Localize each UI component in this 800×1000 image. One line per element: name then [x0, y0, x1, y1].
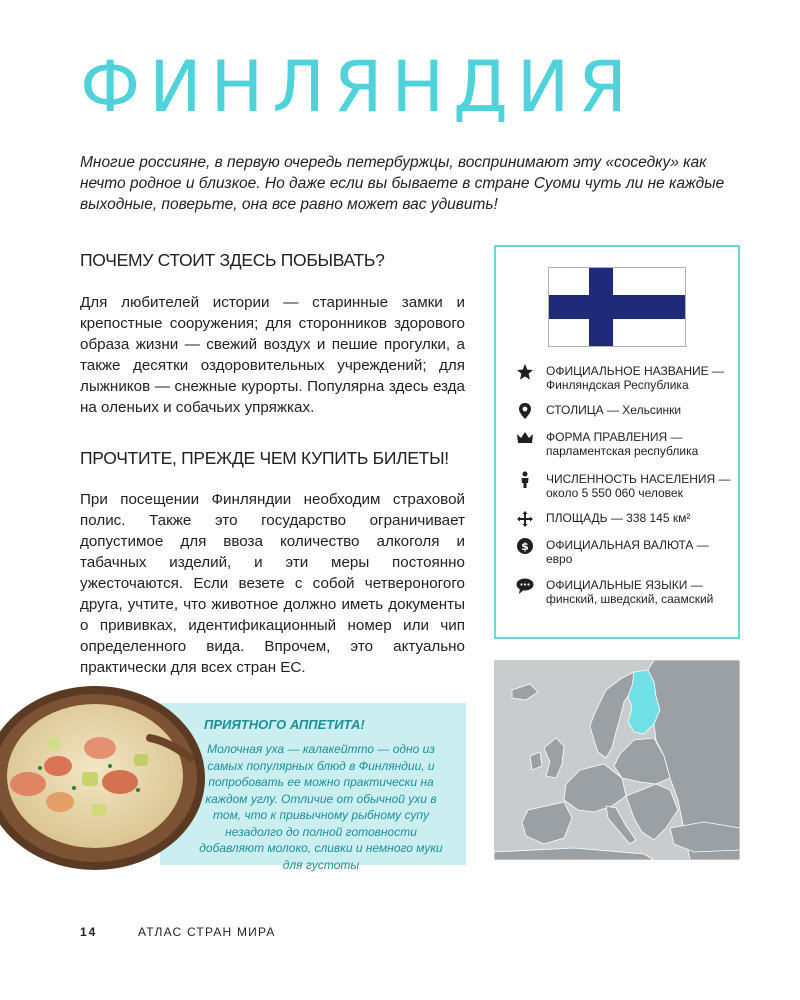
europe-map [494, 660, 740, 860]
intro-paragraph: Многие россияне, в первую очередь петербуржцы, воспринимают эту «соседку» как нечто родное и близкое. Но даже если вы бываете в стране Суоми чуть ли не каждые выходные, поверьте, она все равно может вас удивить! [80, 154, 725, 213]
country-facts-box [494, 245, 740, 639]
section-heading-why-visit: ПОЧЕМУ СТОИТ ЗДЕСЬ ПОБЫВАТЬ? [80, 250, 385, 270]
recipe-panel [160, 703, 466, 872]
arrows-icon [516, 510, 534, 528]
dollar-coin-icon [516, 537, 534, 555]
fact-currency-text: ОФИЦИАЛЬНАЯ ВАЛЮТА — евро [546, 538, 709, 566]
person-icon [516, 471, 534, 489]
recipe-title: ПРИЯТНОГО АППЕТИТА! [204, 717, 365, 732]
page-title: ФИНЛЯНДИЯ [80, 46, 636, 128]
svg-text:$: $ [521, 540, 529, 553]
fact-official-name-text: ОФИЦИАЛЬНОЕ НАЗВАНИЕ — Финляндская Республика [546, 364, 724, 392]
section-text-why-visit: Для любителей истории — старинные замки и крепостные сооружения; для сторонников здорового образа жизни — свежий воздух и пешие прогулки, а также десятки оздоровительных учреждений; для лыжников — снежные курорты. Популярна здесь езда на оленьих и собачьих упряжках. [80, 294, 465, 416]
section-heading-before-tickets: ПРОЧТИТЕ, ПРЕЖДЕ ЧЕМ КУПИТЬ БИЛЕТЫ! [80, 448, 449, 468]
fact-population-text: ЧИСЛЕННОСТЬ НАСЕЛЕНИЯ — около 5 550 060 человек [546, 472, 731, 500]
star-icon [516, 363, 534, 381]
recipe-text: Молочная уха — калакейтто — одно из самых популярных блюд в Финляндии, и попробовать ее можно практически на каждом углу. Отличие от обычной ухи в том, что к привычному рыбному супу незадолго до полной готовности добавляют молоко, сливки и немного муки для густоты [199, 742, 443, 872]
speech-bubble-icon [516, 577, 534, 595]
fact-government-text: ФОРМА ПРАВЛЕНИЯ — парламентская республика [546, 430, 699, 458]
book-title: АТЛАС СТРАН МИРА [138, 925, 276, 939]
crown-icon [516, 429, 534, 447]
page-number: 14 [80, 925, 98, 939]
fact-languages-text: ОФИЦИАЛЬНЫЕ ЯЗЫКИ — финский, шведский, саамский [546, 578, 714, 606]
fish-soup-photo [0, 678, 205, 873]
fact-capital-text: СТОЛИЦА — Хельсинки [546, 403, 682, 417]
location-pin-icon [516, 402, 534, 420]
fact-area-text: ПЛОЩАДЬ — 338 145 км² [546, 511, 691, 525]
finland-flag [548, 267, 686, 347]
section-text-before-tickets: При посещении Финляндии необходим страховой полис. Также это государство ограничивает допустимое для ввоза количество алкоголя и табачных изделий, и эти меры постоянно ужесточаются. Если везете с собой четвероногого друга, учтите, что животное должно иметь документы о прививках, идентификационный номер или чип определенного вида. Впрочем, это актуально практически для всех стран ЕС. [80, 491, 465, 676]
